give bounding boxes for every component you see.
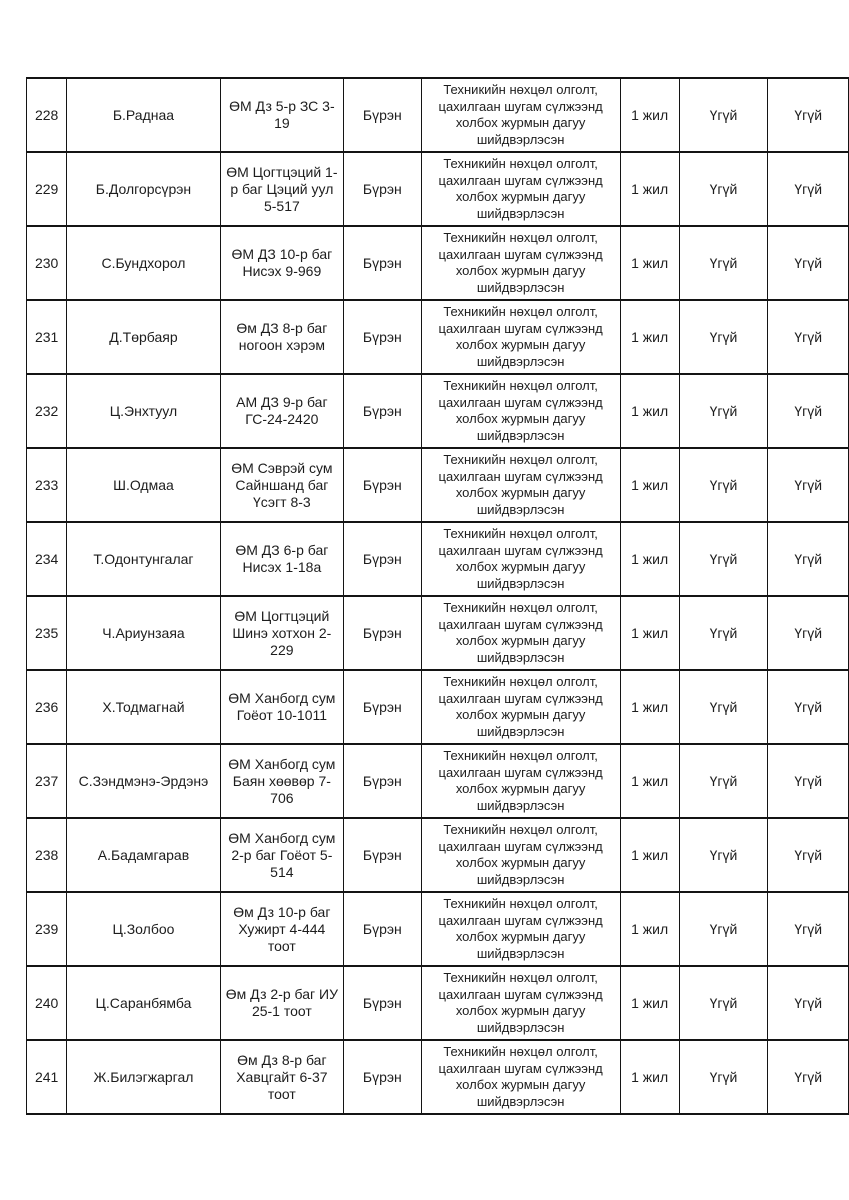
cell-status: Бүрэн <box>344 892 422 966</box>
table-row <box>27 966 849 1040</box>
cell-row-number: 240 <box>27 966 67 1040</box>
cell-answer-1: Үгүй <box>679 596 768 670</box>
cell-answer-2: Үгүй <box>768 374 849 448</box>
cell-name: Т.Одонтунгалаг <box>67 522 220 596</box>
cell-answer-1: Үгүй <box>679 226 768 300</box>
cell-row-number: 238 <box>27 818 67 892</box>
cell-address: ӨМ Ханбогд сум Баян хөөвөр 7-706 <box>220 744 343 818</box>
cell-term: 1 жил <box>620 1040 679 1114</box>
cell-resolution: Техникийн нөхцөл олголт, цахилгаан шугам сүлжээнд холбох журмын дагуу шийдвэрлэсэн <box>421 78 620 152</box>
cell-name: Х.Тодмагнай <box>67 670 220 744</box>
cell-answer-2: Үгүй <box>768 966 849 1040</box>
cell-status: Бүрэн <box>344 78 422 152</box>
cell-answer-2: Үгүй <box>768 300 849 374</box>
cell-address: ӨМ Ханбогд сум 2-р баг Гоёот 5-514 <box>220 818 343 892</box>
cell-resolution: Техникийн нөхцөл олголт, цахилгаан шугам сүлжээнд холбох журмын дагуу шийдвэрлэсэн <box>421 226 620 300</box>
cell-term: 1 жил <box>620 300 679 374</box>
cell-row-number: 239 <box>27 892 67 966</box>
table-row <box>27 670 849 744</box>
cell-status: Бүрэн <box>344 818 422 892</box>
cell-answer-1: Үгүй <box>679 966 768 1040</box>
cell-name: Ц.Энхтуул <box>67 374 220 448</box>
cell-term: 1 жил <box>620 966 679 1040</box>
cell-answer-2: Үгүй <box>768 522 849 596</box>
cell-address: ӨМ ДЗ 6-р баг Нисэх 1-18а <box>220 522 343 596</box>
cell-answer-1: Үгүй <box>679 448 768 522</box>
cell-resolution: Техникийн нөхцөл олголт, цахилгаан шугам сүлжээнд холбох журмын дагуу шийдвэрлэсэн <box>421 522 620 596</box>
cell-term: 1 жил <box>620 374 679 448</box>
cell-answer-2: Үгүй <box>768 226 849 300</box>
cell-resolution: Техникийн нөхцөл олголт, цахилгаан шугам сүлжээнд холбох журмын дагуу шийдвэрлэсэн <box>421 818 620 892</box>
cell-name: С.Зэндмэнэ-Эрдэнэ <box>67 744 220 818</box>
table-row <box>27 744 849 818</box>
cell-term: 1 жил <box>620 78 679 152</box>
table-row <box>27 300 849 374</box>
cell-address: Өм Дз 8-р баг Хавцгайт 6-37 тоот <box>220 1040 343 1114</box>
cell-term: 1 жил <box>620 892 679 966</box>
cell-answer-2: Үгүй <box>768 744 849 818</box>
records-table <box>26 77 849 1115</box>
cell-name: Б.Долгорсүрэн <box>67 152 220 226</box>
cell-answer-1: Үгүй <box>679 152 768 226</box>
cell-status: Бүрэн <box>344 448 422 522</box>
cell-resolution: Техникийн нөхцөл олголт, цахилгаан шугам сүлжээнд холбох журмын дагуу шийдвэрлэсэн <box>421 596 620 670</box>
table-body <box>27 78 849 1114</box>
cell-resolution: Техникийн нөхцөл олголт, цахилгаан шугам сүлжээнд холбох журмын дагуу шийдвэрлэсэн <box>421 744 620 818</box>
cell-row-number: 241 <box>27 1040 67 1114</box>
cell-answer-1: Үгүй <box>679 1040 768 1114</box>
cell-answer-1: Үгүй <box>679 818 768 892</box>
cell-address: ӨМ Дз 5-р ЗС 3-19 <box>220 78 343 152</box>
cell-resolution: Техникийн нөхцөл олголт, цахилгаан шугам сүлжээнд холбох журмын дагуу шийдвэрлэсэн <box>421 448 620 522</box>
table-row <box>27 78 849 152</box>
cell-answer-2: Үгүй <box>768 448 849 522</box>
cell-row-number: 236 <box>27 670 67 744</box>
cell-resolution: Техникийн нөхцөл олголт, цахилгаан шугам сүлжээнд холбох журмын дагуу шийдвэрлэсэн <box>421 300 620 374</box>
cell-answer-2: Үгүй <box>768 670 849 744</box>
cell-term: 1 жил <box>620 152 679 226</box>
cell-row-number: 232 <box>27 374 67 448</box>
cell-name: С.Бундхорол <box>67 226 220 300</box>
cell-resolution: Техникийн нөхцөл олголт, цахилгаан шугам сүлжээнд холбох журмын дагуу шийдвэрлэсэн <box>421 670 620 744</box>
cell-status: Бүрэн <box>344 152 422 226</box>
table-row <box>27 374 849 448</box>
cell-row-number: 228 <box>27 78 67 152</box>
cell-name: Ч.Ариунзаяа <box>67 596 220 670</box>
cell-address: Өм Дз 10-р баг Хужирт 4-444 тоот <box>220 892 343 966</box>
table-row <box>27 522 849 596</box>
cell-term: 1 жил <box>620 226 679 300</box>
table-row <box>27 226 849 300</box>
table-row <box>27 596 849 670</box>
cell-name: Ц.Саранбямба <box>67 966 220 1040</box>
cell-address: ӨМ Сэврэй сум Сайншанд баг Үсэгт 8-3 <box>220 448 343 522</box>
cell-row-number: 231 <box>27 300 67 374</box>
cell-row-number: 237 <box>27 744 67 818</box>
cell-status: Бүрэн <box>344 744 422 818</box>
cell-status: Бүрэн <box>344 670 422 744</box>
cell-answer-2: Үгүй <box>768 1040 849 1114</box>
cell-answer-1: Үгүй <box>679 374 768 448</box>
cell-term: 1 жил <box>620 448 679 522</box>
cell-answer-1: Үгүй <box>679 670 768 744</box>
cell-status: Бүрэн <box>344 522 422 596</box>
cell-status: Бүрэн <box>344 300 422 374</box>
cell-address: ӨМ Ханбогд сум Гоёот 10-1011 <box>220 670 343 744</box>
cell-address: ӨМ Цогтцэций Шинэ хотхон 2-229 <box>220 596 343 670</box>
cell-term: 1 жил <box>620 596 679 670</box>
cell-row-number: 235 <box>27 596 67 670</box>
cell-name: Д.Төрбаяр <box>67 300 220 374</box>
cell-address: АМ ДЗ 9-р баг ГС-24-2420 <box>220 374 343 448</box>
cell-answer-1: Үгүй <box>679 892 768 966</box>
cell-status: Бүрэн <box>344 966 422 1040</box>
cell-answer-1: Үгүй <box>679 522 768 596</box>
cell-name: Б.Раднаа <box>67 78 220 152</box>
cell-address: ӨМ ДЗ 10-р баг Нисэх 9-969 <box>220 226 343 300</box>
cell-name: А.Бадамгарав <box>67 818 220 892</box>
table-row <box>27 1040 849 1114</box>
cell-row-number: 233 <box>27 448 67 522</box>
cell-resolution: Техникийн нөхцөл олголт, цахилгаан шугам сүлжээнд холбох журмын дагуу шийдвэрлэсэн <box>421 1040 620 1114</box>
cell-resolution: Техникийн нөхцөл олголт, цахилгаан шугам сүлжээнд холбох журмын дагуу шийдвэрлэсэн <box>421 966 620 1040</box>
cell-term: 1 жил <box>620 744 679 818</box>
cell-answer-2: Үгүй <box>768 78 849 152</box>
cell-name: Ш.Одмаа <box>67 448 220 522</box>
cell-row-number: 234 <box>27 522 67 596</box>
cell-term: 1 жил <box>620 670 679 744</box>
cell-answer-1: Үгүй <box>679 300 768 374</box>
cell-address: ӨМ Цогтцэций 1-р баг Цэций уул 5-517 <box>220 152 343 226</box>
table-row <box>27 448 849 522</box>
cell-answer-2: Үгүй <box>768 152 849 226</box>
cell-answer-2: Үгүй <box>768 892 849 966</box>
cell-term: 1 жил <box>620 522 679 596</box>
table-row <box>27 818 849 892</box>
cell-answer-1: Үгүй <box>679 78 768 152</box>
cell-status: Бүрэн <box>344 1040 422 1114</box>
cell-resolution: Техникийн нөхцөл олголт, цахилгаан шугам сүлжээнд холбох журмын дагуу шийдвэрлэсэн <box>421 152 620 226</box>
table-row <box>27 892 849 966</box>
cell-resolution: Техникийн нөхцөл олголт, цахилгаан шугам сүлжээнд холбох журмын дагуу шийдвэрлэсэн <box>421 374 620 448</box>
cell-status: Бүрэн <box>344 596 422 670</box>
cell-name: Ц.Золбоо <box>67 892 220 966</box>
cell-resolution: Техникийн нөхцөл олголт, цахилгаан шугам сүлжээнд холбох журмын дагуу шийдвэрлэсэн <box>421 892 620 966</box>
cell-status: Бүрэн <box>344 374 422 448</box>
cell-row-number: 229 <box>27 152 67 226</box>
cell-answer-1: Үгүй <box>679 744 768 818</box>
cell-answer-2: Үгүй <box>768 596 849 670</box>
cell-address: Өм Дз 2-р баг ИУ 25-1 тоот <box>220 966 343 1040</box>
cell-answer-2: Үгүй <box>768 818 849 892</box>
cell-row-number: 230 <box>27 226 67 300</box>
cell-address: Өм ДЗ 8-р баг ногоон хэрэм <box>220 300 343 374</box>
cell-status: Бүрэн <box>344 226 422 300</box>
cell-term: 1 жил <box>620 818 679 892</box>
cell-name: Ж.Билэгжаргал <box>67 1040 220 1114</box>
table-row <box>27 152 849 226</box>
